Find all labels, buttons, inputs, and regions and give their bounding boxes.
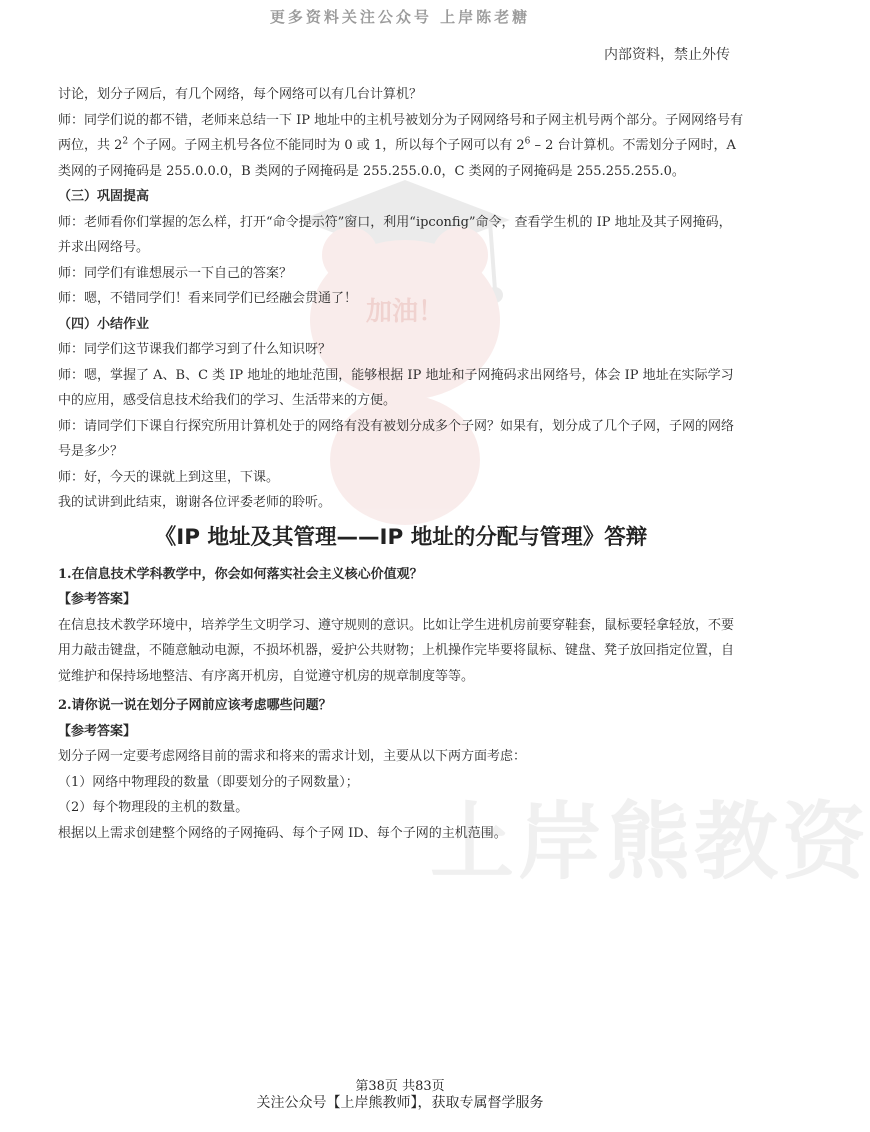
page-number: 第38页 共83页	[355, 1079, 445, 1094]
answer-2-item: （2）每个物理段的主机的数量。	[58, 800, 249, 815]
lecture-paragraph: 讨论，划分子网后，有几个网络，每个网络可以有几台计算机？	[58, 87, 423, 102]
lecture-paragraph: 师：嗯，不错同学们！看来同学们已经融会贯通了！	[58, 291, 358, 306]
answer-2-intro: 划分子网一定要考虑网络目前的需求和将来的需求计划，主要从以下两方面考虑：	[58, 749, 527, 764]
text-run: 师：同学们说的都不错，老师来总结一下 IP 地址中的主机号被划分为子网网络号和子网主机号两个部分。子网网络号有两位，共 2	[58, 112, 744, 153]
lecture-paragraph: 师：好，今天的课就上到这里，下课。	[58, 469, 280, 485]
superscript: 6	[524, 136, 531, 147]
lecture-paragraph: 师：请同学们下课自行探究所用计算机处于的网络有没有被划分成多个子网？如果有，划分成了几个子网，子网的网络号是多少？	[58, 418, 735, 459]
question-1: 1.在信息技术学科教学中，你会如何落实社会主义核心价值观？	[58, 566, 423, 582]
section-heading: （四）小结作业	[58, 316, 150, 332]
answer-2-item: （1）网络中物理段的数量（即要划分的子网数量）；	[58, 774, 359, 790]
answer-label: 【参考答案】	[58, 592, 137, 607]
answer-1: 在信息技术教学环境中，培养学生文明学习、遵守规则的意识。比如让学生进机房前要穿鞋套，鼠标要轻拿轻放，不要用力敲击键盘，不随意触动电源，不损坏机器，爱护公共财物；上机操作完毕要将鼠标、键盘、凳子放回指定位置，自觉维护和保持场地整洁、有序离开机房，自觉遵守机房的规章制度等等。	[58, 617, 735, 684]
defense-title: 《IP 地址及其管理——IP 地址的分配与管理》答辩	[154, 524, 648, 550]
lecture-paragraph: 我的试讲到此结束，谢谢各位评委老师的聆听。	[58, 495, 332, 510]
mascot-badge-text: 加油！	[365, 297, 445, 327]
lecture-paragraph	[58, 108, 744, 185]
lecture-paragraph: 师：老师看你们掌握的怎么样，打开“命令提示符”窗口，利用“ipconfig”命令，查看学生机的 IP 地址及其子网掩码，并求出网络号。	[58, 214, 732, 255]
document-body	[58, 82, 744, 846]
answer-2-conclusion: 根据以上需求创建整个网络的子网掩码、每个子网 ID、每个子网的主机范围。	[58, 825, 507, 841]
lecture-paragraph: 师：同学们有谁想展示一下自己的答案？	[58, 265, 293, 281]
internal-note: 内部资料，禁止外传	[604, 47, 730, 63]
brand-watermark: 上岸熊教资	[430, 793, 870, 891]
text-run: 个子网。子网主机号各位不能同时为 0 或 1，所以每个子网可以有 2	[128, 138, 525, 153]
text-run: – 2 台计算机。不需划分子网时，A 类网的子网掩码是 255.0.0.0，B 类网的子网掩码是 255.255.0.0，C 类网的子网掩码是 255.255.255.0。	[58, 138, 736, 179]
lecture-paragraph: 师：嗯，掌握了 A、B、C 类 IP 地址的地址范围，能够根据 IP 地址和子网掩码求出网络号，体会 IP 地址在实际学习中的应用，感受信息技术给我们的学习、生活带来的方便。	[58, 367, 734, 408]
question-2: 2.请你说一说在划分子网前应该考虑哪些问题？	[58, 698, 332, 713]
answer-label: 【参考答案】	[58, 723, 137, 739]
section-heading: （三）巩固提高	[58, 189, 150, 204]
footer-note: 关注公众号【上岸熊教师】，获取专属督学服务	[256, 1095, 544, 1111]
superscript: 2	[122, 136, 129, 147]
top-banner: 更多资料关注公众号 上岸陈老糖	[269, 8, 531, 26]
lecture-paragraph: 师：同学们这节课我们都学习到了什么知识呀？	[58, 342, 332, 357]
